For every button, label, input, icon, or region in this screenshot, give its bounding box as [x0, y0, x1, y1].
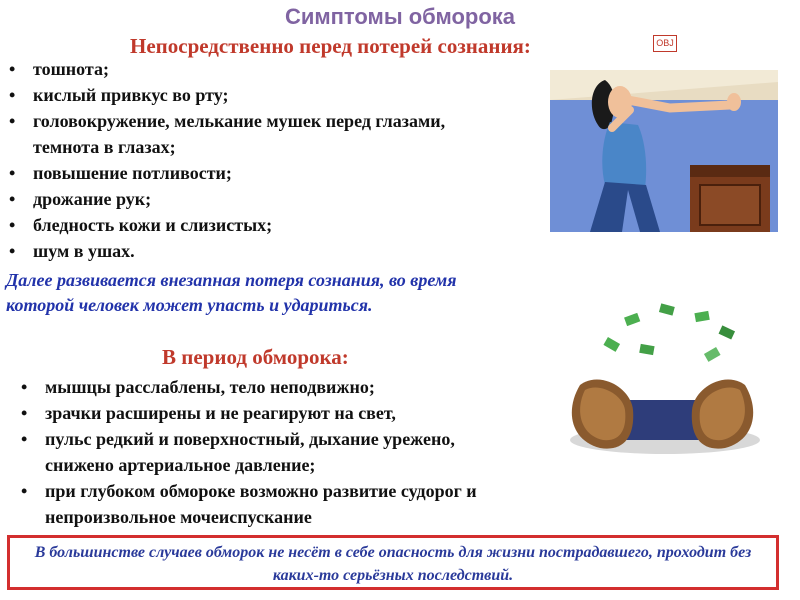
- symptoms-during-list: [45, 374, 490, 530]
- symptoms-before-list: [33, 56, 463, 264]
- list-item: • шум в ушах.: [33, 238, 463, 264]
- transition-note: Далее развивается внезапная потеря сознания, во время которой человек может упасть и удариться.: [6, 270, 457, 315]
- list-item: • дрожание рук;: [33, 186, 463, 212]
- fainted-person-illustration: [555, 300, 770, 465]
- list-item: • при глубоком обмороке возможно развитие судорог и непроизвольное мочеиспускание: [45, 478, 490, 530]
- list-item: • зрачки расширены и не реагируют на свет,: [45, 400, 490, 426]
- list-item: • пульс редкий и поверхностный, дыхание урежено, снижено артериальное давление;: [45, 426, 490, 478]
- section1-heading: Непосредственно перед потерей сознания:: [130, 34, 531, 58]
- dizzy-woman-illustration: [550, 70, 778, 232]
- list-item: • кислый привкус во рту;: [33, 82, 463, 108]
- object-placeholder-icon: OBJ: [653, 35, 677, 52]
- list-item: • головокружение, мелькание мушек перед глазами, темнота в глазах;: [33, 108, 463, 160]
- list-item: • повышение потливости;: [33, 160, 463, 186]
- slide-title: Симптомы обморока: [284, 4, 516, 29]
- conclusion-box: В большинстве случаев обморок не несёт в себе опасность для жизни пострадавшего, проходит без каких-то серьёзных последствий.: [7, 535, 779, 590]
- section2-heading: В период обморока:: [162, 345, 349, 369]
- list-item: • тошнота;: [33, 56, 463, 82]
- list-item: • мышцы расслаблены, тело неподвижно;: [45, 374, 490, 400]
- list-item: • бледность кожи и слизистых;: [33, 212, 463, 238]
